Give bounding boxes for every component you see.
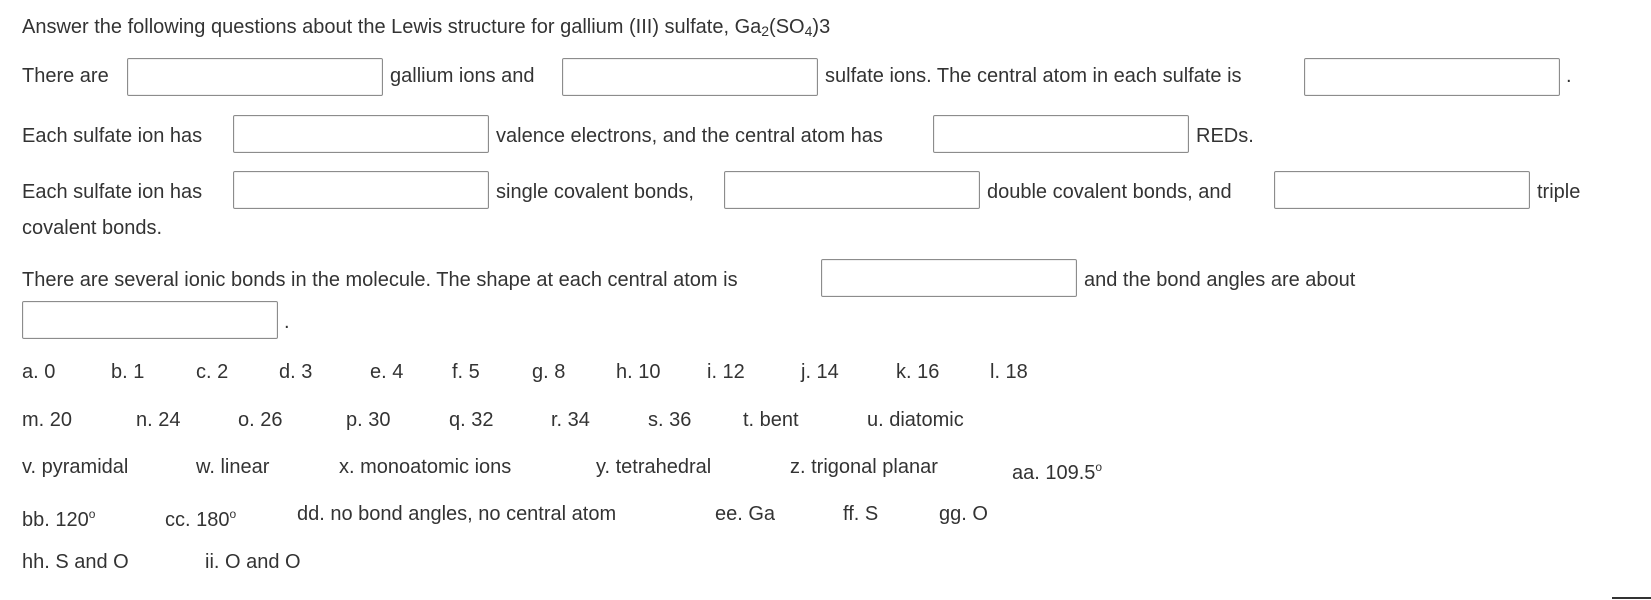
option-r: r. 34 — [551, 409, 590, 431]
q2-text-3: REDs. — [1196, 125, 1254, 147]
option-n: n. 24 — [136, 409, 181, 431]
degree-symbol: o — [88, 507, 96, 521]
title-subscript-2: 2 — [761, 23, 770, 39]
gallium-ions-input[interactable] — [127, 58, 383, 96]
option-w: w. linear — [196, 456, 270, 478]
question-title — [22, 15, 830, 39]
q1-text-3: sulfate ions. The central atom in each sulfate is — [825, 65, 1242, 87]
option-g: g. 8 — [532, 361, 566, 383]
option-q: q. 32 — [449, 409, 494, 431]
q3-text-4: triple — [1537, 181, 1581, 203]
option-x: x. monoatomic ions — [339, 456, 512, 478]
valence-electrons-input[interactable] — [233, 115, 489, 153]
title-text: Answer the following questions about the Lewis structure for gallium (III) sulfate, Ga — [22, 16, 762, 38]
title-text-end: )3 — [812, 16, 831, 38]
option-e: e. 4 — [370, 361, 404, 383]
q1-text-1: There are — [22, 65, 109, 87]
option-dd: dd. no bond angles, no central atom — [297, 503, 617, 525]
q1-text-4: . — [1566, 65, 1572, 87]
option-y: y. tetrahedral — [596, 456, 712, 478]
option-bb-text: bb. 120 — [22, 509, 89, 531]
option-b: b. 1 — [111, 361, 145, 383]
option-v: v. pyramidal — [22, 456, 129, 478]
reds-input[interactable] — [933, 115, 1189, 153]
option-aa — [1012, 455, 1102, 485]
option-f: f. 5 — [452, 361, 480, 383]
option-cc-text: cc. 180 — [165, 509, 230, 531]
q1-text-2: gallium ions and — [390, 65, 535, 87]
degree-symbol: o — [1095, 460, 1103, 474]
option-ee: ee. Ga — [715, 503, 776, 525]
q3-text-3: double covalent bonds, and — [987, 181, 1232, 203]
divider — [1612, 597, 1651, 599]
option-aa-text: aa. 109.5 — [1012, 462, 1096, 484]
option-i: i. 12 — [707, 361, 745, 383]
option-cc — [165, 502, 236, 532]
q4-text-3: . — [284, 311, 290, 333]
central-atom-input[interactable] — [1304, 58, 1560, 96]
q3-text-5: covalent bonds. — [22, 217, 163, 239]
degree-symbol: o — [229, 507, 237, 521]
triple-bonds-input[interactable] — [1274, 171, 1530, 209]
double-bonds-input[interactable] — [724, 171, 980, 209]
q2-text-1: Each sulfate ion has — [22, 125, 203, 147]
q3-text-1: Each sulfate ion has — [22, 181, 203, 203]
option-c: c. 2 — [196, 361, 229, 383]
option-m: m. 20 — [22, 409, 73, 431]
title-text-so: (SO — [769, 16, 805, 38]
option-o: o. 26 — [238, 409, 283, 431]
option-p: p. 30 — [346, 409, 391, 431]
option-j: j. 14 — [801, 361, 839, 383]
option-ii: ii. O and O — [205, 551, 301, 573]
option-gg: gg. O — [939, 503, 988, 525]
shape-input[interactable] — [821, 259, 1077, 297]
q4-text-1: There are several ionic bonds in the molecule. The shape at each central atom is — [22, 269, 738, 291]
single-bonds-input[interactable] — [233, 171, 489, 209]
option-t: t. bent — [743, 409, 799, 431]
option-d: d. 3 — [279, 361, 313, 383]
title-subscript-4: 4 — [804, 23, 813, 39]
option-k: k. 16 — [896, 361, 940, 383]
option-s: s. 36 — [648, 409, 692, 431]
option-z: z. trigonal planar — [790, 456, 938, 478]
q4-text-2: and the bond angles are about — [1084, 269, 1356, 291]
option-h: h. 10 — [616, 361, 661, 383]
option-bb — [22, 502, 95, 532]
q3-text-2: single covalent bonds, — [496, 181, 694, 203]
option-ff: ff. S — [843, 503, 879, 525]
option-u: u. diatomic — [867, 409, 964, 431]
bond-angles-input[interactable] — [22, 301, 278, 339]
option-hh: hh. S and O — [22, 551, 129, 573]
q2-text-2: valence electrons, and the central atom has — [496, 125, 883, 147]
option-a: a. 0 — [22, 361, 56, 383]
option-l: l. 18 — [990, 361, 1028, 383]
sulfate-ions-input[interactable] — [562, 58, 818, 96]
